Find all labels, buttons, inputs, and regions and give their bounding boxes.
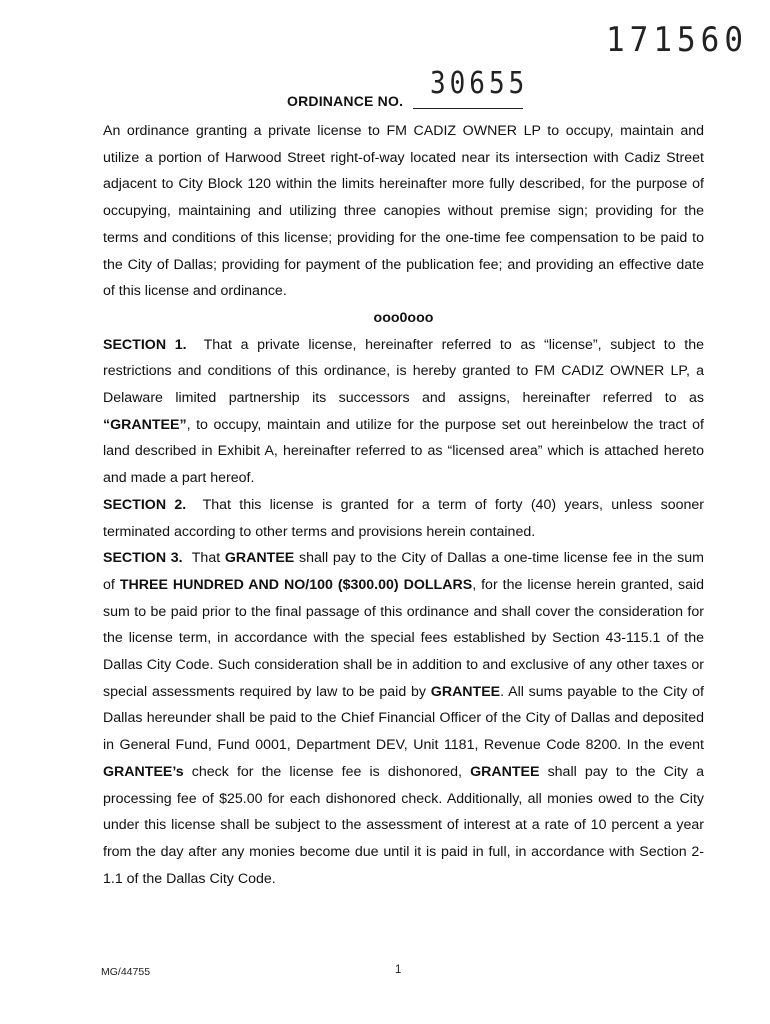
stamped-file-number: 171560 — [606, 20, 748, 60]
section-3-t5: check for the license fee is dishonored, — [191, 763, 462, 780]
section-3-t4: . All sums payable to the City of Dallas hereunder shall be paid to the Chief Financial Officer of the City of Dallas and deposited in General Fund, Fund 0001, Department DEV, Unit 1181, Revenue Code 8200. In the event — [103, 683, 704, 754]
section-3-grantee-3: GRANTEE’s — [103, 763, 184, 780]
section-2-heading: SECTION 2. — [103, 496, 187, 513]
ordinance-body — [103, 118, 704, 892]
section-1-text-a: That a private license, hereinafter referred to as “license”, subject to the restrictions and conditions of this ordinance, is hereby granted to FM CADIZ OWNER LP, a Delaware limited partnership its successors and assigns, hereinafter referred to as — [103, 336, 704, 407]
section-3-heading: SECTION 3. — [103, 550, 183, 567]
section-3-t2: shall pay to the City of Dallas a one-time license fee in the sum of — [103, 550, 704, 593]
section-2-text: That this license is granted for a term of forty (40) years, unless sooner terminated according to other terms and provisions herein contained. — [103, 496, 704, 540]
section-3-fee-amount: THREE HUNDRED AND NO/100 ($300.00) DOLLARS — [119, 576, 473, 593]
section-1-text-b: , to occupy, maintain and utilize for the purpose set out hereinbelow the tract of land described in Exhibit A, hereinafter referred to as “licensed area” which is attached hereto and made a part hereof. — [103, 416, 704, 487]
section-3-grantee-1: GRANTEE — [224, 550, 295, 567]
section-3-t1: That — [191, 550, 221, 567]
footer-reference: MG/44755 — [101, 966, 151, 978]
section-1-heading: SECTION 1. — [103, 336, 187, 353]
ordinance-header — [287, 66, 547, 113]
section-3-paragraph — [103, 545, 704, 892]
ordinance-number-line — [413, 108, 523, 109]
section-3-grantee-4: GRANTEE — [470, 763, 540, 780]
section-2-paragraph — [103, 492, 704, 545]
section-1-grantee: “GRANTEE” — [103, 416, 187, 433]
section-separator: ooo0ooo — [373, 309, 434, 326]
section-1-paragraph — [103, 332, 704, 492]
preamble-paragraph: An ordinance granting a private license to FM CADIZ OWNER LP to occupy, maintain and utilize a portion of Harwood Street right-of-way located near its intersection with Cadiz Street adjacent to City Block 120 within the limits hereinafter more fully described, for the purpose of occupying, maintaining and utilizing three canopies without premise sign; providing for the terms and conditions of this license; providing for the one-time fee compensation to be paid to the City of Dallas; providing for payment of the publication fee; and providing an effective date of this license and ordinance. — [103, 123, 704, 300]
section-3-t6: shall pay to the City a processing fee of $25.00 for each dishonored check. Additionally, all monies owed to the City under this license shall be subject to the assessment of interest at a rate of 10 percent a year from the day after any monies become due until it is paid in full, in accordance with Section 2-1.1 of the Dallas City Code. — [103, 763, 704, 887]
section-3-grantee-2: GRANTEE — [430, 683, 501, 700]
ordinance-label: ORDINANCE NO. — [287, 93, 404, 109]
page-number: 1 — [395, 964, 402, 976]
ordinance-number: 30655 — [430, 66, 529, 102]
section-3-t3: , for the license herein granted, said sum to be paid prior to the final passage of this ordinance and shall cover the consideration for the license term, in accordance with the special fees established by Section 43-115.1 of the Dallas City Code. Such consideration shall be in addition to and exclusive of any other taxes or special assessments required by law to be paid by — [103, 576, 704, 700]
